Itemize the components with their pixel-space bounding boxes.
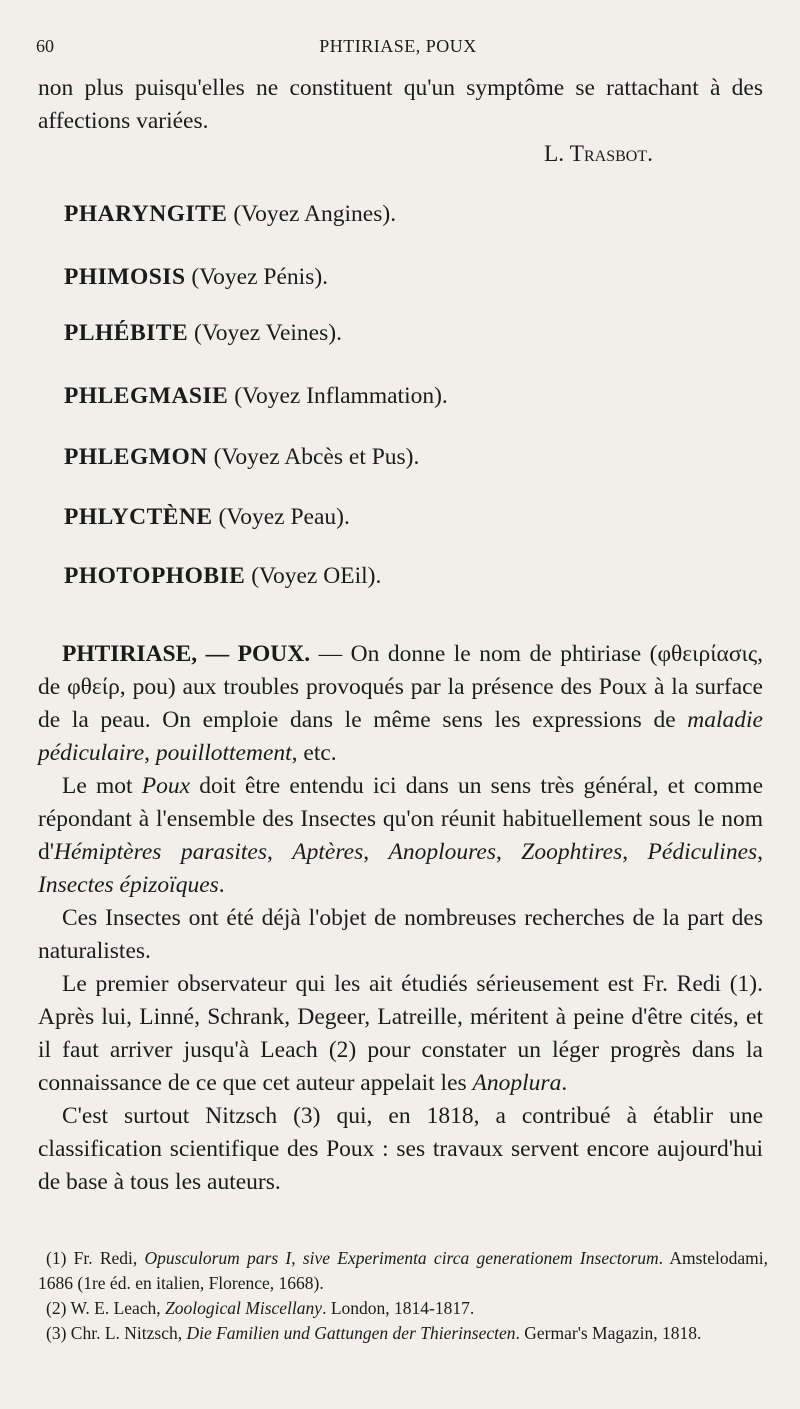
entry-term: PHLYCTÈNE	[64, 504, 213, 530]
italic-title: Opusculorum pars I, sive Experimenta circa generationem Insectorum	[144, 1248, 659, 1268]
entry-phlegmasie	[64, 381, 448, 411]
article-paragraph-4	[38, 968, 763, 1100]
entry-reference: (Voyez OEil).	[251, 563, 382, 589]
italic-term: pouillottement	[155, 740, 292, 766]
text-run: doit être entendu ici dans un sens très général, et comme répondant à l'ensemble des Insectes qu'on réunit habituellement sous le nom d'	[38, 773, 764, 865]
entry-phlyctene	[64, 502, 350, 532]
italic-term: Pédiculines	[647, 839, 758, 865]
text-run: . Germar's Magazin, 1818.	[515, 1323, 702, 1343]
text-run: — On donne le nom de phtiriase (φθειρίασις, de φθείρ, pou) aux troubles provoqués par la présence des Poux à la surface de la peau. On emploie dans le même sens les expressions de	[38, 641, 763, 733]
entry-phlegmon	[64, 442, 419, 472]
entry-term: PHIMOSIS	[64, 264, 186, 290]
article-paragraph-2	[38, 770, 763, 902]
entry-pharyngite	[64, 199, 396, 229]
text-run: ,	[495, 839, 522, 865]
entry-reference: (Voyez Abcès et Pus).	[213, 444, 420, 470]
text-run: Le premier observateur qui les ait étudiés sérieusement est Fr. Redi (1). Après lui, Linné, Schrank, Degeer, Latreille, méritent à peine d'être cités, et il faut arriver jusqu'à Leach (2) pour constater un léger progrès dans la connaissance de ce que cet auteur appelait les	[38, 971, 763, 1096]
text-run: (1) Fr. Redi,	[46, 1248, 145, 1268]
previous-article-end	[38, 72, 763, 171]
text-run: . London, 1814-1817.	[322, 1298, 475, 1318]
text-run: (3) Chr. L. Nitzsch,	[46, 1323, 187, 1343]
text-run: (2) W. E. Leach,	[46, 1298, 166, 1318]
footnote-2	[38, 1296, 768, 1321]
text-run: ,	[144, 740, 156, 766]
entry-photophobie	[64, 561, 381, 591]
entry-term: PHARYNGITE	[64, 201, 228, 227]
italic-term: Zoophtires	[521, 839, 623, 865]
italic-term: Poux	[141, 773, 191, 799]
italic-term: maladie pédiculaire	[38, 707, 763, 766]
text-run: ,	[622, 839, 648, 865]
italic-term: Aptères	[292, 839, 364, 865]
article-paragraph-1	[38, 638, 763, 770]
italic-term: Insectes épizoïques	[38, 872, 219, 898]
text-run: .	[561, 1070, 568, 1096]
text-run: .	[218, 872, 225, 898]
page-header	[36, 36, 760, 62]
article-phtiriase	[38, 638, 763, 1199]
text-run: ,	[757, 839, 764, 865]
entry-term: PHLEGMON	[64, 444, 208, 470]
entry-phimosis	[64, 262, 328, 292]
text-run: Le mot	[62, 773, 142, 799]
entry-reference: (Voyez Veines).	[194, 320, 342, 346]
article-paragraph-3: Ces Insectes ont été déjà l'objet de nombreuses recherches de la part des naturalistes.	[38, 905, 763, 964]
footnotes	[38, 1246, 768, 1346]
italic-title: Zoological Miscellany	[165, 1298, 323, 1318]
entry-phlebite	[64, 318, 342, 348]
text-run: ,	[267, 839, 293, 865]
footnote-3	[38, 1321, 768, 1346]
article-headword: PHTIRIASE, — POUX.	[62, 641, 311, 667]
text-run: . Amstelodami, 1686 (1re éd. en italien, Florence, 1668).	[38, 1248, 768, 1293]
italic-term: Hémiptères parasites	[53, 839, 268, 865]
italic-title: Die Familien und Gattungen der Thierinsecten	[186, 1323, 516, 1343]
intro-paragraph: non plus puisqu'elles ne constituent qu'un symptôme se rattachant à des affections variées.	[38, 75, 763, 134]
entry-reference: (Voyez Peau).	[218, 504, 350, 530]
footnote-1	[38, 1246, 768, 1296]
entry-reference: (Voyez Angines).	[233, 201, 397, 227]
entry-term: PHOTOPHOBIE	[64, 563, 246, 589]
author-signature: L. Trasbot.	[543, 141, 653, 167]
article-paragraph-5: C'est surtout Nitzsch (3) qui, en 1818, a contribué à établir une classification scientifique des Poux : ses travaux servent encore aujourd'hui de base à tous les auteurs.	[38, 1103, 763, 1195]
entry-reference: (Voyez Inflammation).	[234, 383, 448, 409]
page-number: 60	[36, 36, 54, 56]
entry-term: PHLEGMASIE	[64, 383, 229, 409]
entry-term: PLHÉBITE	[64, 320, 189, 346]
text-run: ,	[363, 839, 389, 865]
text-run: , etc.	[291, 740, 337, 766]
italic-term: Anoplura	[472, 1070, 562, 1096]
entry-reference: (Voyez Pénis).	[191, 264, 329, 290]
italic-term: Anoploures	[388, 839, 496, 865]
running-head: PHTIRIASE, POUX	[319, 36, 477, 56]
